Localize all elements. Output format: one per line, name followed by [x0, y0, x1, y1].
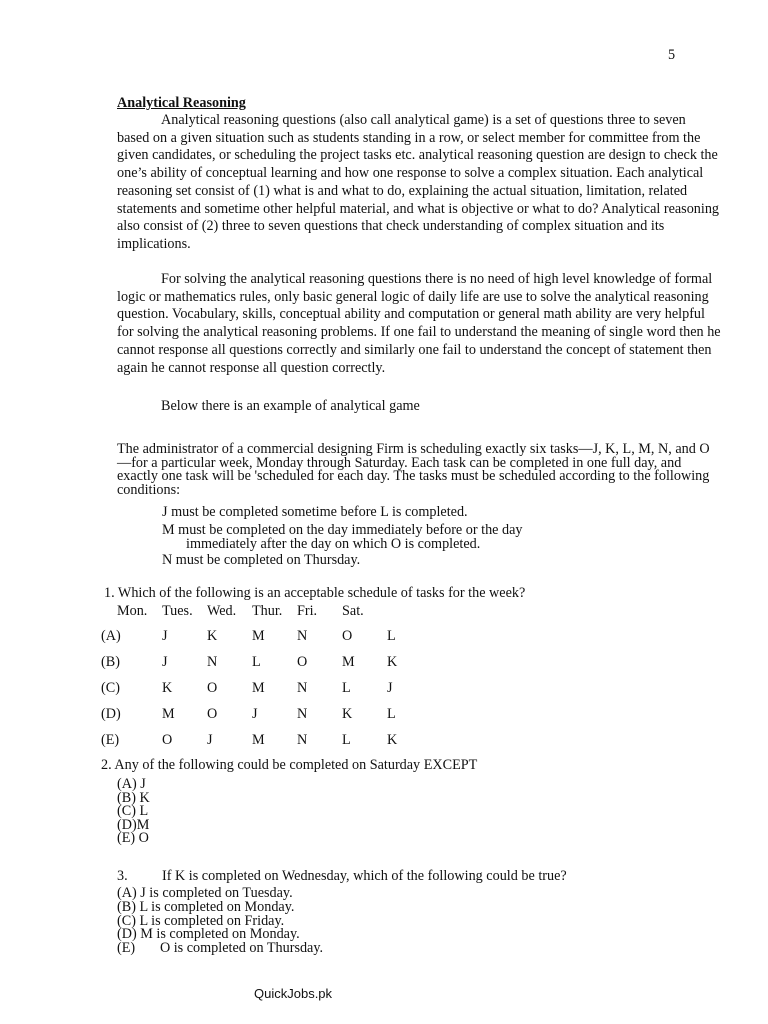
question-3-option: (C) L is completed on Friday.: [117, 912, 285, 929]
schedule-task-cell: L: [387, 706, 396, 722]
condition-2-line-2: immediately after the day on which O is completed.: [186, 536, 481, 552]
question-3-number: 3.: [117, 868, 128, 884]
schedule-task-cell: O: [342, 628, 353, 644]
intro-paragraph-text: Analytical reasoning questions (also call analytical game) is a set of questions three to seven based on a given situation such as students standing in a row, or select member for committee from the given candidates, or scheduling the project tasks etc. analytical reasoning question are design to check the one’s ability of conceptual learning and how one response to solve a complex situation. Each analytical reasoning set consist of (1) what is and what to do, explaining the actual situation, limitation, related statements and sometime other helpful material, and what is objective or what to do? Analytical reasoning also consist of (2) three to seven questions that check understanding of complex situation and its implications.: [117, 112, 720, 252]
question-2-option: (A) J: [117, 776, 146, 792]
schedule-task-cell: O: [297, 654, 308, 670]
solving-paragraph-text: For solving the analytical reasoning questions there is no need of high level knowledge of formal logic or mathematics rules, only basic general logic of daily life are use to solve the analytical reasoning question. Vocabulary, skills, conceptual ability and computation or general math ability are very helpful for solving the analytical reasoning problems. If one fail to understand the meaning of single word then he cannot response all questions correctly and similarly one fail to understand the concept of statement then again he cannot response all question correctly.: [117, 271, 721, 376]
schedule-option-label: (A): [101, 628, 121, 644]
schedule-option-label: (B): [101, 654, 120, 670]
schedule-option-label: (E): [101, 732, 120, 748]
schedule-task-cell: K: [162, 680, 173, 696]
schedule-task-cell: N: [297, 680, 308, 696]
schedule-task-cell: J: [162, 628, 168, 644]
schedule-task-cell: M: [252, 628, 265, 644]
schedule-task-cell: K: [342, 706, 353, 722]
schedule-task-cell: M: [162, 706, 175, 722]
question-2-options: [117, 778, 150, 846]
schedule-task-cell: L: [342, 680, 351, 696]
day-header-mon: Mon.: [117, 603, 148, 619]
schedule-task-cell: O: [162, 732, 173, 748]
schedule-task-cell: J: [252, 706, 258, 722]
schedule-task-cell: K: [387, 732, 398, 748]
page-number: 5: [668, 47, 676, 63]
question-3-option: (A) J is completed on Tuesday.: [117, 885, 293, 901]
question-1-text: 1. Which of the following is an acceptable schedule of tasks for the week?: [104, 585, 526, 601]
schedule-task-cell: L: [252, 654, 261, 670]
condition-1: J must be completed sometime before L is completed.: [162, 504, 468, 520]
schedule-task-cell: L: [387, 628, 396, 644]
schedule-task-cell: J: [162, 654, 168, 670]
schedule-task-cell: J: [387, 680, 393, 696]
question-3-text: If K is completed on Wednesday, which of the following could be true?: [162, 868, 567, 884]
question-2-option: (C) L: [117, 803, 149, 820]
schedule-task-cell: M: [252, 732, 265, 748]
section-title: Analytical Reasoning: [117, 95, 246, 111]
question-2-option: (E) O: [117, 830, 149, 847]
day-header-tues: Tues.: [162, 603, 193, 619]
question-2-option: (D)M: [117, 816, 150, 833]
question-2-text: 2. Any of the following could be completed on Saturday EXCEPT: [101, 757, 478, 773]
schedule-task-cell: M: [252, 680, 265, 696]
question-2-option: (B) K: [117, 789, 150, 806]
schedule-task-cell: N: [297, 706, 308, 722]
schedule-task-cell: M: [342, 654, 355, 670]
day-header-wed: Wed.: [207, 603, 237, 619]
footer-site-name: QuickJobs.pk: [254, 986, 333, 1001]
schedule-option-label: (C): [101, 680, 120, 696]
day-header-thur: Thur.: [252, 603, 283, 619]
schedule-task-cell: L: [342, 732, 351, 748]
question-3-option: (E) O is completed on Thursday.: [117, 940, 324, 957]
question-3-option: (D) M is completed on Monday.: [117, 926, 300, 943]
schedule-task-cell: N: [297, 732, 308, 748]
condition-3: N must be completed on Thursday.: [162, 552, 361, 568]
schedule-task-cell: K: [387, 654, 398, 670]
day-header-sat: Sat.: [342, 603, 364, 619]
schedule-task-cell: N: [207, 654, 218, 670]
question-3-options: [117, 887, 323, 956]
day-header-fri: Fri.: [297, 603, 318, 619]
schedule-task-cell: J: [207, 732, 213, 748]
example-intro: Below there is an example of analytical game: [161, 398, 420, 414]
schedule-task-cell: O: [207, 706, 218, 722]
question-3-option: (B) L is completed on Monday.: [117, 898, 295, 915]
condition-2-line-1: M must be completed on the day immediately before or the day: [162, 522, 523, 538]
schedule-task-cell: K: [207, 628, 218, 644]
scenario-text: The administrator of a commercial designing Firm is scheduling exactly six tasks—J, K, L, M, N, and O—for a particular week, Monday through Saturday. Each task can be completed in one full day, and exactly one task will be 'scheduled for each day. The tasks must be scheduled according to the following conditions:: [117, 441, 710, 498]
schedule-option-label: (D): [101, 706, 121, 722]
schedule-task-cell: N: [297, 628, 308, 644]
schedule-task-cell: O: [207, 680, 218, 696]
